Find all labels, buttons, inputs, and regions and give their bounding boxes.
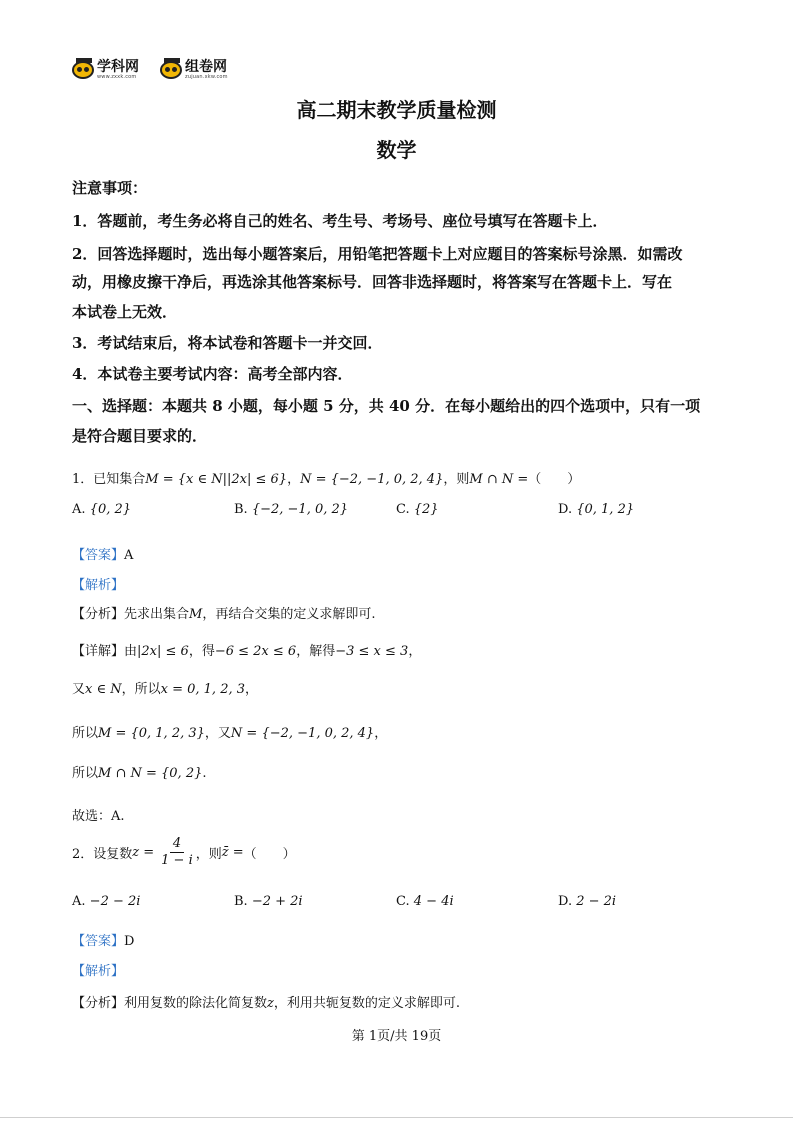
notice-heading: 注意事项： [72, 179, 148, 197]
fenxi-tag: 【分析】 [72, 996, 125, 1011]
notice-item: 动，用橡皮擦干净后，再选涂其他答案标号．回答非选择题时，将答案写在答题卡上．写在 [72, 273, 673, 291]
text: 由 [124, 644, 138, 659]
answer-tag: 【答案】 [72, 548, 125, 563]
notice-item: 4．本试卷主要考试内容：高考全部内容． [72, 365, 353, 383]
answer-tag: 【答案】 [72, 934, 125, 949]
notice-item: 本试卷上无效． [72, 303, 178, 321]
detail-tag: 【详解】 [72, 644, 125, 659]
stem-text: ，则 [195, 846, 222, 862]
math: z [267, 996, 274, 1011]
option-a [72, 502, 131, 517]
text: ，所以 [121, 682, 161, 697]
fenxi-tag: 【分析】 [72, 607, 125, 622]
text: ，得 [188, 644, 215, 659]
math: −3 ≤ x ≤ 3 [335, 644, 409, 659]
fenxi-line [72, 992, 460, 1011]
answer-blank: （ ） [528, 472, 581, 487]
option-c [396, 502, 439, 517]
answer-value: D [124, 934, 135, 949]
text: ，再结合交集的定义求解即可. [202, 607, 376, 622]
text: ，又 [204, 726, 231, 741]
notice-item: 2．回答选择题时，选出每小题答案后，用铅笔把答题卡上对应题目的答案标号涂黑．如需改 [72, 245, 683, 263]
text: 利用复数的除法化简复数 [124, 996, 268, 1011]
answer-value: A [124, 548, 134, 563]
analysis-tag: 【解析】 [72, 964, 125, 979]
option-text: 4 − 4i [413, 894, 454, 909]
detail-line-2 [72, 678, 258, 697]
question-2-stem [72, 832, 296, 872]
option-text: −2 − 2i [89, 894, 141, 909]
logo-zujuanwang [160, 60, 228, 80]
math: −6 ≤ 2x ≤ 6 [214, 644, 297, 659]
option-text: {2} [413, 502, 439, 517]
option-d [558, 894, 616, 909]
option-b [234, 502, 348, 517]
text: . [202, 766, 207, 781]
fraction-denominator: 1 − i [161, 852, 193, 868]
text: 所以 [72, 766, 99, 781]
logo-name: 组卷网 [185, 59, 227, 75]
notice-item: 1．答题前，考生务必将自己的姓名、考生号、考场号、座位号填写在答题卡上． [72, 212, 608, 230]
text: ， [408, 644, 422, 659]
owl-icon [160, 61, 182, 79]
option-text: {−2, −1, 0, 2} [251, 502, 349, 517]
option-label: A. [72, 894, 86, 909]
fraction [158, 836, 196, 869]
page-subtitle: 数学 [376, 138, 417, 162]
option-label: B. [234, 502, 248, 517]
fraction-numerator: 4 [170, 836, 184, 853]
math: z̄ = [221, 844, 244, 860]
detail-line-4 [72, 762, 207, 781]
option-label: D. [558, 502, 573, 517]
logo-xuekewang [72, 60, 139, 80]
stem-text: 1．已知集合 [72, 472, 146, 487]
page-footer: 第 1页/共 19页 [351, 1029, 442, 1044]
sep: ， [287, 472, 301, 487]
math: x ∈ N [85, 682, 122, 697]
option-label: D. [558, 894, 573, 909]
page-title: 高二期末教学质量检测 [296, 98, 497, 122]
text: 所以 [72, 726, 99, 741]
section-heading-cont: 是符合题目要求的． [72, 427, 208, 445]
option-c [396, 894, 454, 909]
math: N = {−2, −1, 0, 2, 4} [230, 726, 375, 741]
section-heading: 一、选择题：本题共 8 小题，每小题 5 分，共 40 分．在每小题给出的四个选项中，只有一项 [72, 397, 701, 415]
text: 先求出集合 [124, 607, 190, 622]
math: M ∩ N = {0, 2} [98, 766, 203, 781]
set-n: N = {−2, −1, 0, 2, 4} [300, 472, 444, 487]
fenxi-line [72, 603, 375, 622]
option-d [558, 502, 634, 517]
option-label: C. [396, 894, 410, 909]
question-1-stem [72, 468, 580, 487]
notice-item: 3．考试结束后，将本试卷和答题卡一并交回． [72, 334, 383, 352]
option-text: {0, 1, 2} [576, 502, 635, 517]
owl-icon [72, 61, 94, 79]
analysis-tag: 【解析】 [72, 578, 125, 593]
logo-url: www.zxxk.com [97, 74, 137, 80]
detail-line-1 [72, 640, 421, 659]
answer-line [72, 930, 134, 949]
answer-blank: （ ） [243, 846, 296, 862]
option-a [72, 894, 140, 909]
choose-line: 故选：A. [72, 809, 125, 824]
text: ， [245, 682, 259, 697]
detail-line-3 [72, 722, 387, 741]
ask-expr: M ∩ N = [469, 472, 529, 487]
option-text: {0, 2} [89, 502, 132, 517]
math: M [189, 607, 203, 622]
text: ，解得 [296, 644, 336, 659]
option-label: B. [234, 894, 248, 909]
logo-url: zujuan.xkw.com [185, 74, 228, 80]
stem-text: ，则 [443, 472, 470, 487]
option-text: 2 − 2i [576, 894, 617, 909]
math: M = {0, 1, 2, 3} [98, 726, 205, 741]
option-b [234, 894, 303, 909]
option-label: A. [72, 502, 86, 517]
math: x = 0, 1, 2, 3 [160, 682, 246, 697]
bottom-divider [0, 1117, 793, 1118]
option-label: C. [396, 502, 410, 517]
math: |2x| ≤ 6 [137, 644, 189, 659]
set-m: M = {x ∈ N||2x| ≤ 6} [145, 472, 288, 487]
answer-line [72, 544, 133, 563]
text: ， [374, 726, 388, 741]
math: z = [132, 844, 155, 860]
text: 又 [72, 682, 86, 697]
stem-text: 2．设复数 [72, 846, 133, 862]
text: ，利用共轭复数的定义求解即可. [273, 996, 461, 1011]
logo-name: 学科网 [97, 59, 139, 75]
option-text: −2 + 2i [251, 894, 303, 909]
